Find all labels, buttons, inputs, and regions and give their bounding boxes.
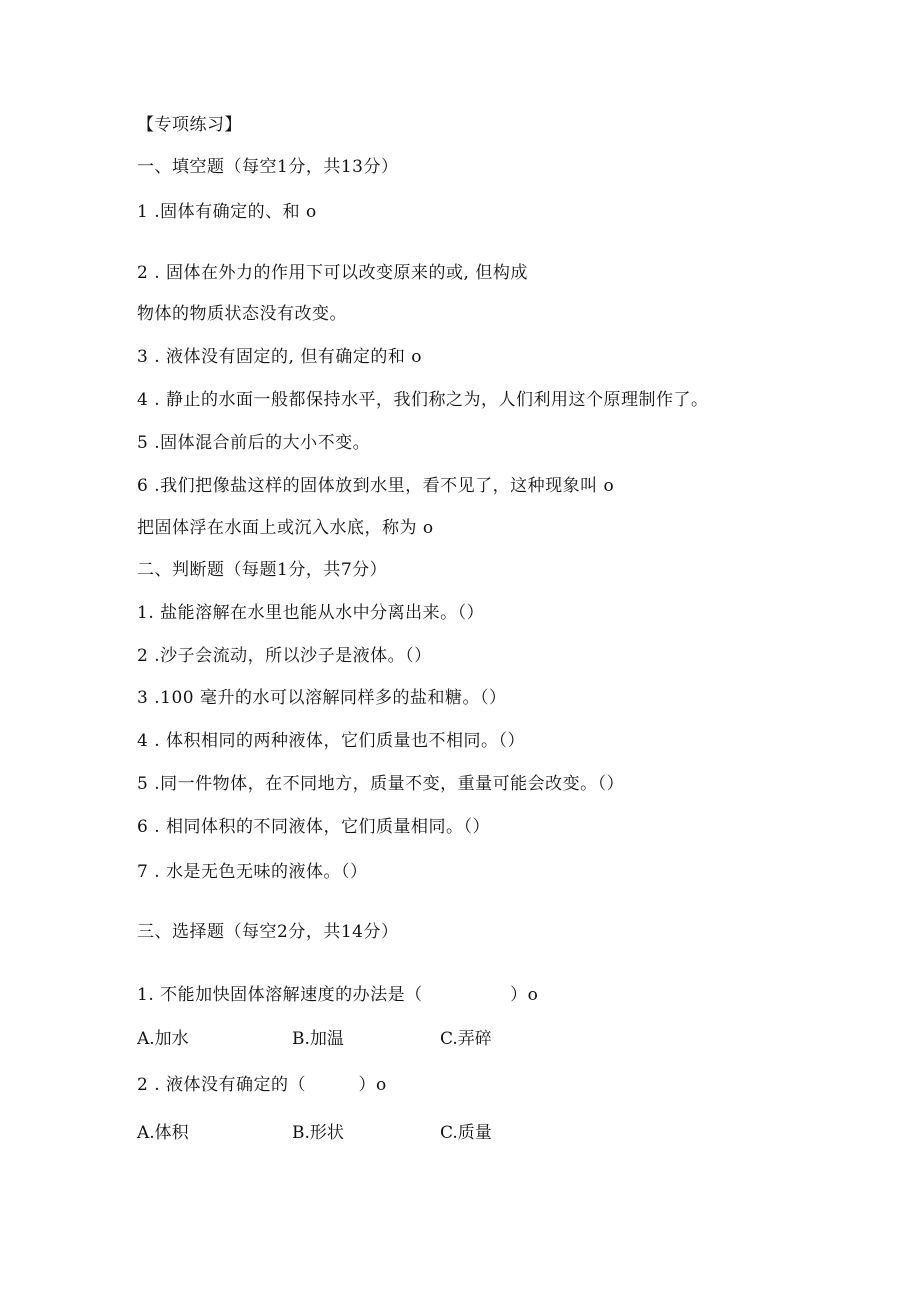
judge-item-3: 3 .100 毫升的水可以溶解同样多的盐和糖。（） (137, 688, 507, 708)
judge-item-2: 2 .沙子会流动，所以沙子是液体。（） (137, 646, 432, 666)
heading: 【专项练习】 (137, 115, 242, 135)
judge-item-1: 1. 盐能溶解在水里也能从水中分离出来。（） (137, 603, 485, 623)
choice-q1-option-a: A.加水 (137, 1029, 189, 1049)
choice-q2-option-c: C.质量 (440, 1123, 492, 1143)
section1-title: 一、填空题（每空1分，共13分） (137, 157, 399, 177)
judge-item-4: 4 . 体积相同的两种液体，它们质量也不相同。（） (137, 731, 526, 751)
judge-item-7: 7 . 水是无色无味的液体。（） (137, 862, 368, 882)
fill-item-3: 3 . 液体没有固定的, 但有确定的和 o (137, 347, 422, 367)
fill-item-5: 5 .固体混合前后的大小不变。 (137, 433, 371, 453)
choice-q1-option-b: B.加温 (292, 1029, 344, 1049)
judge-item-6: 6 . 相同体积的不同液体，它们质量相同。（） (137, 817, 491, 837)
fill-item-6: 6 .我们把像盐这样的固体放到水里，看不见了，这种现象叫 o (137, 476, 615, 496)
fill-item-2-cont: 物体的物质状态没有改变。 (137, 304, 347, 324)
section3-title: 三、选择题（每空2分，共14分） (137, 922, 399, 942)
choice-q2-option-b: B.形状 (292, 1123, 344, 1143)
choice-q1-option-c: C.弄碎 (440, 1029, 492, 1049)
choice-question-2: 2 . 液体没有确定的（ ）o (137, 1075, 387, 1095)
judge-item-5: 5 .同一件物体，在不同地方，质量不变，重量可能会改变。（） (137, 774, 625, 794)
choice-q2-option-a: A.体积 (137, 1123, 189, 1143)
fill-item-6-cont: 把固体浮在水面上或沉入水底，称为 o (137, 518, 434, 538)
fill-item-1: 1 .固体有确定的、和 o (137, 202, 317, 222)
fill-item-2: 2 . 固体在外力的作用下可以改变原来的或, 但构成 (137, 263, 528, 283)
fill-item-4: 4 . 静止的水面一般都保持水平，我们称之为，人们利用这个原理制作了。 (137, 390, 709, 410)
choice-question-1: 1. 不能加快固体溶解速度的办法是（ ）o (137, 985, 539, 1005)
section2-title: 二、判断题（每题1分，共7分） (137, 560, 388, 580)
